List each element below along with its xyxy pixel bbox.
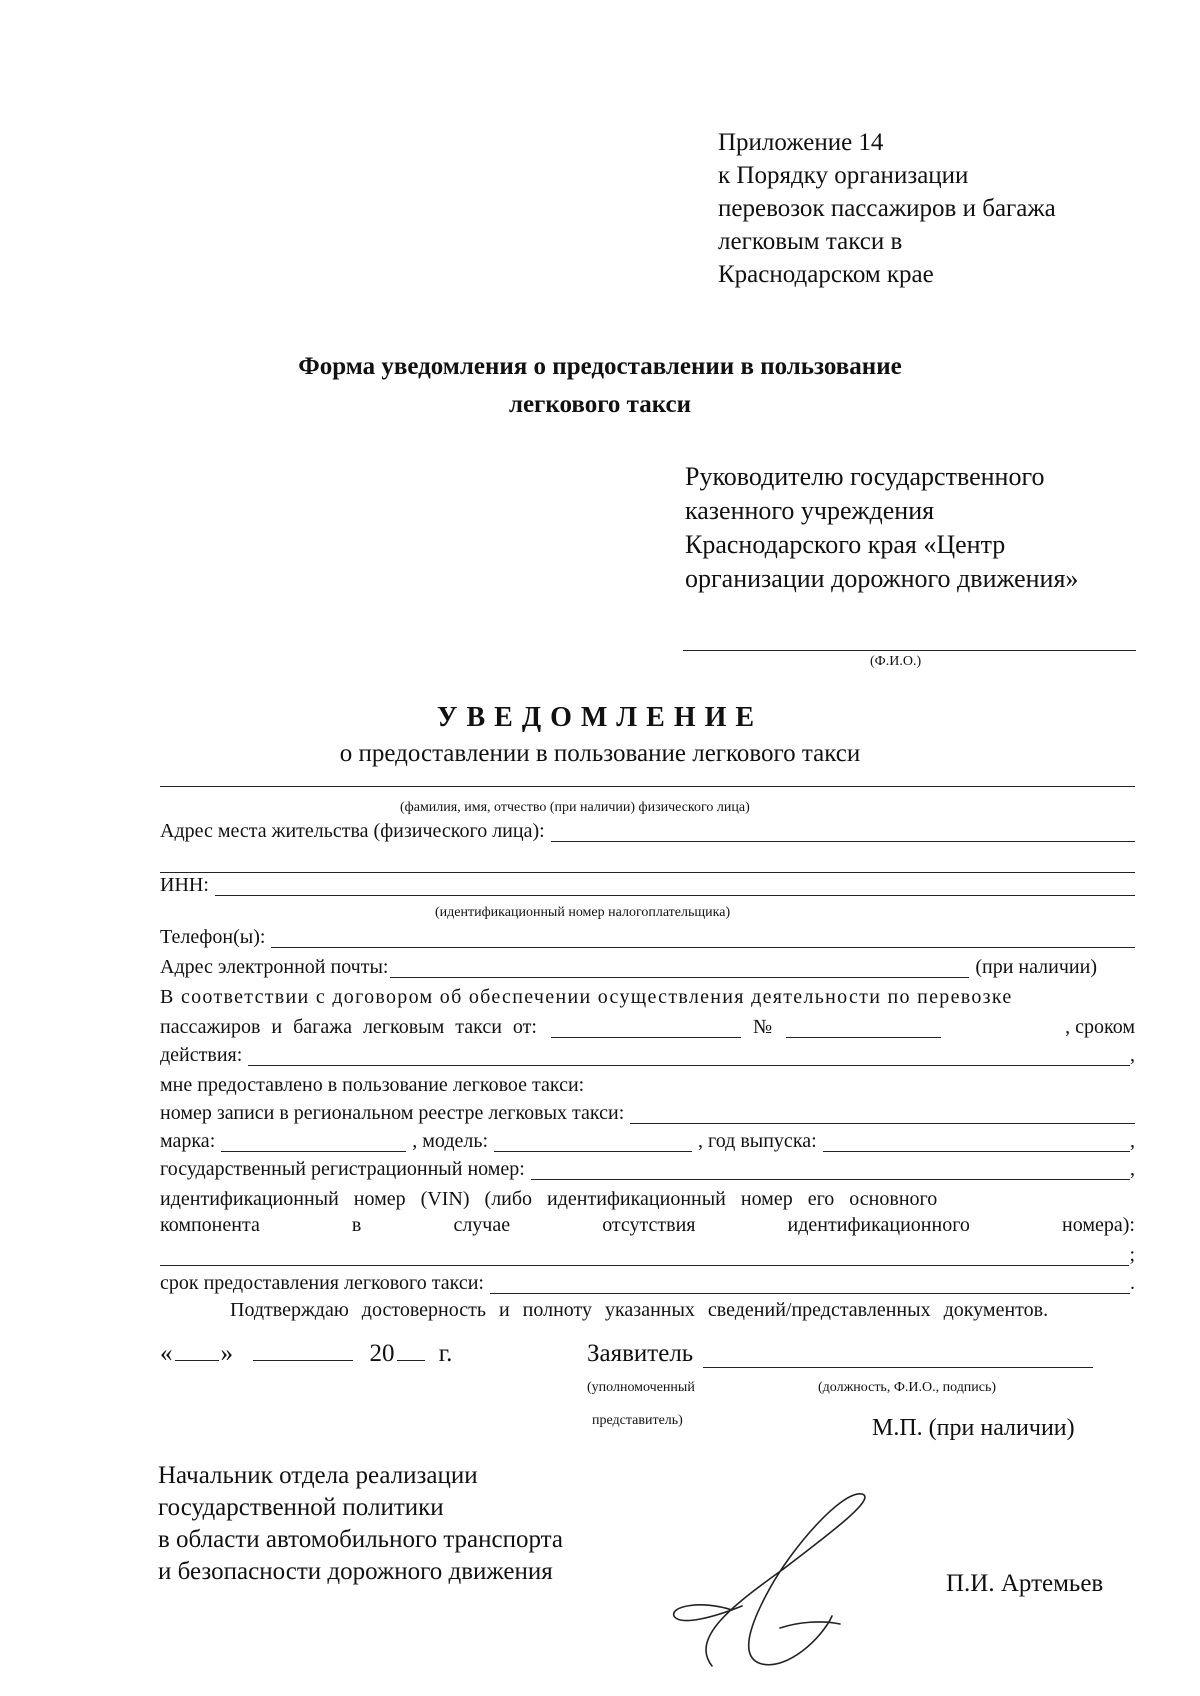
- recipient-line: казенного учреждения: [685, 496, 935, 525]
- vin-word: в: [351, 1214, 362, 1236]
- year-label: , год выпуска:: [698, 1130, 817, 1152]
- vin-field-row: ;: [160, 1244, 1135, 1266]
- vin-word: случае: [453, 1214, 511, 1236]
- vehicle-row: марка: , модель: , год выпуска: ,: [160, 1130, 1135, 1152]
- official-title: [158, 1460, 563, 1588]
- applicant-caption-2: представитель): [592, 1413, 683, 1428]
- year-suffix: г.: [438, 1340, 453, 1367]
- applicant-label: Заявитель: [587, 1340, 694, 1367]
- official-name: П.И. Артемьев: [946, 1570, 1104, 1597]
- recipient-block: [685, 460, 1078, 596]
- vin-word: номера):: [1062, 1214, 1135, 1236]
- notice-subheading: о предоставлении в пользование легкового такси: [339, 740, 861, 767]
- registry-row: [160, 1102, 1135, 1124]
- person-name-caption: (фамилия, имя, отчество (при наличии) физического лица): [400, 800, 750, 815]
- plate-field[interactable]: [531, 1161, 1130, 1180]
- date-row: [160, 1340, 452, 1368]
- model-label: , модель:: [412, 1130, 489, 1152]
- contract-term-word: , сроком: [1065, 1016, 1135, 1038]
- vin-line-1: [160, 1188, 1135, 1211]
- day-field[interactable]: [175, 1342, 219, 1361]
- appendix-line: Приложение 14: [718, 129, 884, 156]
- phone-label: Телефон(ы):: [160, 926, 266, 948]
- vin-field[interactable]: [160, 1247, 1129, 1266]
- validity-field[interactable]: [248, 1047, 1130, 1066]
- registry-field[interactable]: [630, 1105, 1135, 1124]
- validity-label: действия:: [160, 1044, 243, 1066]
- registry-label: номер записи в региональном реестре легковых такси:: [160, 1102, 625, 1124]
- applicant-signature-field[interactable]: [703, 1345, 1093, 1368]
- term-field[interactable]: [490, 1275, 1130, 1294]
- address-field-continuation[interactable]: [160, 872, 1135, 873]
- email-field[interactable]: [390, 959, 969, 978]
- date-quote-open: «: [160, 1340, 173, 1367]
- model-field[interactable]: [494, 1133, 692, 1152]
- inn-row: [160, 874, 1135, 896]
- vin-word: компонента: [160, 1214, 260, 1236]
- vin-word: отсутствия: [602, 1214, 696, 1236]
- official-title-line: государственной политики: [158, 1494, 444, 1521]
- validity-row: действия: ,: [160, 1044, 1135, 1066]
- plate-label: государственный регистрационный номер:: [160, 1158, 525, 1180]
- contract-line-1: [160, 986, 1135, 1009]
- phone-row: [160, 926, 1135, 948]
- stamp-placeholder: М.П. (при наличии): [872, 1415, 1075, 1441]
- provided-row: [160, 1074, 1135, 1096]
- address-row: [160, 820, 1135, 842]
- form-title-line: легкового такси: [508, 391, 692, 418]
- official-title-line: Начальник отдела реализации: [158, 1462, 478, 1489]
- email-row: [160, 956, 1135, 978]
- form-title-line: Форма уведомления о предоставлении в пользование: [298, 353, 902, 380]
- appendix-line: к Порядку организации: [718, 162, 969, 189]
- handwritten-signature: [672, 1488, 902, 1678]
- brand-field[interactable]: [221, 1133, 406, 1152]
- provided-text: мне предоставлено в пользование легковое такси:: [160, 1074, 585, 1096]
- person-name-field[interactable]: [160, 786, 1135, 787]
- inn-label: ИНН:: [160, 874, 209, 896]
- year-digits-field[interactable]: [397, 1342, 425, 1361]
- contract-date-field[interactable]: [551, 1019, 741, 1038]
- recipient-line: организации дорожного движения»: [685, 564, 1079, 593]
- brand-label: марка:: [160, 1130, 216, 1152]
- contract-text: В соответствии с договором об обеспечении осуществления деятельности по перевозке: [160, 986, 1013, 1008]
- recipient-fio-caption: (Ф.И.О.): [870, 654, 922, 669]
- term-label: срок предоставления легкового такси:: [160, 1272, 484, 1294]
- term-row: срок предоставления легкового такси: .: [160, 1272, 1135, 1294]
- address-field[interactable]: [551, 823, 1135, 842]
- month-field[interactable]: [253, 1342, 353, 1361]
- year-prefix: 20: [369, 1340, 395, 1367]
- vin-word: идентификационного: [787, 1214, 970, 1236]
- plate-row: государственный регистрационный номер: ,: [160, 1158, 1135, 1180]
- applicant-caption-1: (уполномоченный: [587, 1380, 695, 1395]
- position-caption: (должность, Ф.И.О., подпись): [818, 1380, 997, 1395]
- phone-field[interactable]: [271, 929, 1135, 948]
- year-field[interactable]: [823, 1133, 1130, 1152]
- email-suffix: (при наличии): [975, 956, 1097, 978]
- contract-number-sign: №: [752, 1016, 773, 1038]
- official-title-line: и безопасности дорожного движения: [158, 1558, 553, 1585]
- recipient-line: Краснодарского края «Центр: [685, 530, 1006, 559]
- official-title-line: в области автомобильного транспорта: [158, 1526, 564, 1553]
- contract-line-2: [160, 1016, 1135, 1038]
- appendix-line: Краснодарском крае: [718, 261, 934, 288]
- address-label: Адрес места жительства (физического лица):: [160, 820, 545, 842]
- recipient-fio-field[interactable]: [683, 650, 1136, 651]
- recipient-line: Руководителю государственного: [685, 462, 1045, 491]
- vin-text: идентификационный номер (VIN) (либо идентификационный номер его основного: [160, 1188, 938, 1210]
- notice-heading: УВЕДОМЛЕНИЕ: [436, 702, 764, 733]
- inn-caption: (идентификационный номер налогоплательщика): [435, 905, 731, 920]
- vin-line-2: [160, 1214, 1135, 1237]
- appendix-reference: [718, 126, 1056, 291]
- date-quote-close: »: [220, 1340, 233, 1367]
- confirmation-text: Подтверждаю достоверность и полноту указанных сведений/представленных документов.: [230, 1299, 1049, 1321]
- appendix-line: перевозок пассажиров и багажа: [718, 195, 1056, 222]
- inn-field[interactable]: [215, 877, 1135, 896]
- appendix-line: легковым такси в: [718, 228, 903, 255]
- contract-number-field[interactable]: [786, 1019, 941, 1038]
- applicant-row: [587, 1340, 1099, 1368]
- email-label: Адрес электронной почты:: [160, 956, 389, 978]
- contract-from-label: пассажиров и багажа легковым такси от:: [160, 1016, 537, 1038]
- form-title: [0, 348, 1200, 424]
